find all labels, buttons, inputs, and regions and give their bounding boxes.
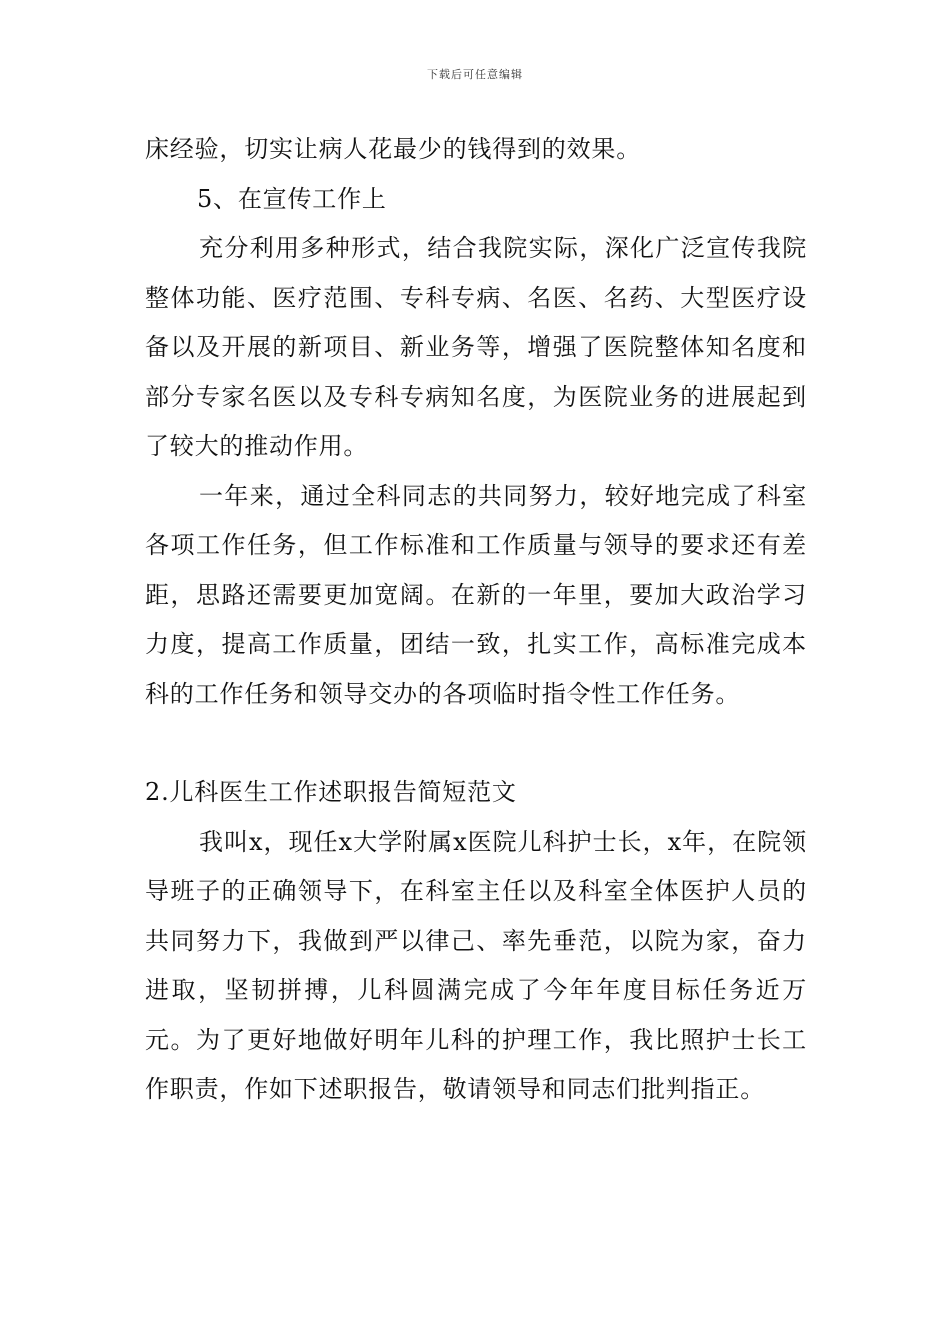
page-header-note: 下载后可任意编辑 xyxy=(427,68,523,81)
spacer xyxy=(145,719,807,768)
paragraph-summary: 一年来，通过全科同志的共同努力，较好地完成了科室各项工作任务，但工作标准和工作质量与领导的要求还有差距，思路还需要更加宽阔。在新的一年里，要加大政治学习力度，提高工作质量，团结一致，扎实工作，高标准完成本科的工作任务和领导交办的各项临时指令性工作任务。 xyxy=(145,481,807,708)
section-heading: 2.儿科医生工作述职报告简短范文 xyxy=(145,778,517,806)
paragraph-publicity: 充分利用多种形式，结合我院实际，深化广泛宣传我院整体功能、医疗范围、专科专病、名医、名药、大型医疗设备以及开展的新项目、新业务等，增强了医院整体知名度和部分专家名医以及专科专病知名度，为医院业务的进展起到了较大的推动作用。 xyxy=(145,234,807,460)
document-body xyxy=(145,125,807,1115)
subheading-publicity: 5、在宣传工作上 xyxy=(197,184,387,213)
paragraph-report-intro: 我叫x，现任x大学附属x医院儿科护士长，x年，在院领导班子的正确领导下，在科室主任以及科室全体医护人员的共同努力下，我做到严以律己、率先垂范，以院为家，奋力进取，坚韧拼搏，儿科圆满完成了今年年度目标任务近万元。为了更好地做好明年儿科的护理工作，我比照护士长工作职责，作如下述职报告，敬请领导和同志们批判指正。 xyxy=(145,827,807,1103)
paragraph-continuation: 床经验，切实让病人花最少的钱得到的效果。 xyxy=(145,135,641,163)
